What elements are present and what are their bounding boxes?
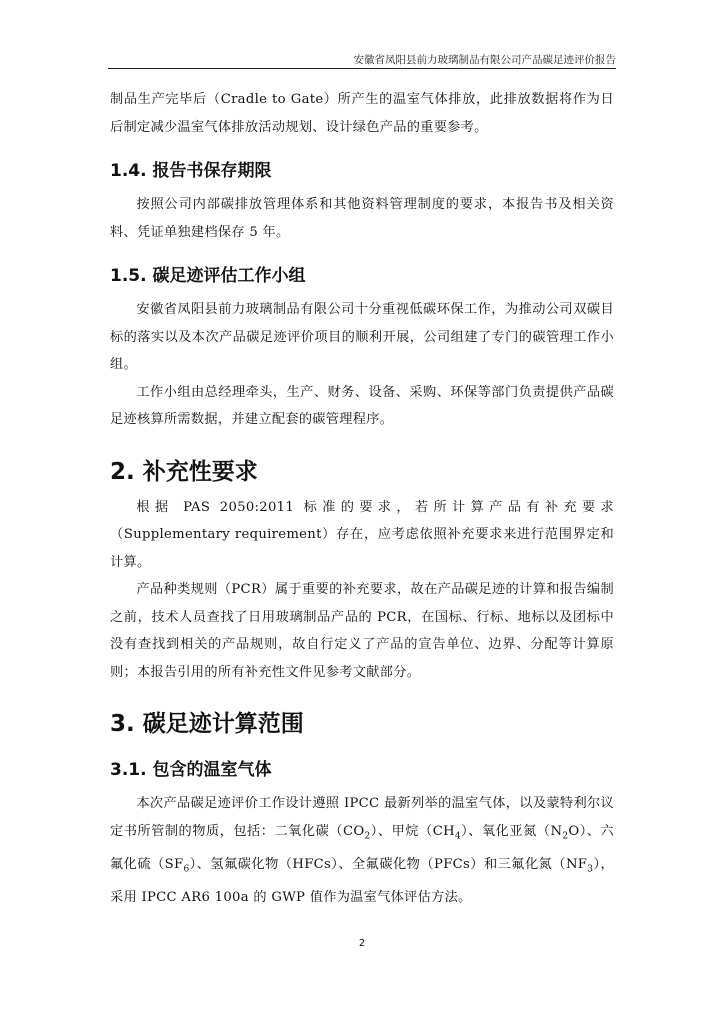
section-1-5-paragraph-2: 工作小组由总经理牵头，生产、财务、设备、采购、环保等部门负责提供产品碳足迹核算所需数据，并建立配套的碳管理程序。 (110, 384, 614, 427)
section-3-1-heading: 3.1. 包含的温室气体 (110, 760, 272, 780)
text-segment: ），采用 IPCC AR6 100a 的 GWP 值作为温室气体评估方法。 (110, 856, 614, 905)
section-1-4-paragraph: 按照公司内部碳排放管理体系和其他资料管理制度的要求，本报告书及相关资料、凭证单独建档保存 5 年。 (110, 197, 614, 240)
text-segment: ）、氧化亚氮（N (460, 823, 563, 839)
subscript: 4 (454, 831, 461, 842)
subscript: 2 (364, 831, 371, 842)
subscript: 2 (562, 831, 569, 842)
section-3-heading: 3. 碳足迹计算范围 (110, 711, 304, 737)
section-1-5-heading: 1.5. 碳足迹评估工作小组 (110, 266, 306, 286)
text-segment: 本次产品碳足迹评价工作设计遵照 IPCC 最新列举的温室气体，以及蒙特利尔议定书所管制的物质，包括：二氧化碳（CO (110, 796, 614, 839)
text-segment: ）、甲烷（CH (370, 823, 455, 839)
page-content (110, 86, 614, 911)
page-number: 2 (358, 938, 366, 949)
section-3-1-paragraph (110, 790, 614, 911)
text-segment: O）、六氟化硫（SF (110, 823, 614, 872)
section-2-paragraph-1: 根据 PAS 2050:2011 标准的要求，若所计算产品有补充要求（Supplementary requirement）存在，应考虑依照补充要求来进行范围界定和计算。 (110, 499, 614, 570)
section-1-4-heading: 1.4. 报告书保存期限 (110, 161, 272, 181)
page-header (108, 52, 616, 69)
subscript: 3 (587, 864, 594, 875)
header-title: 安徽省凤阳县前力玻璃制品有限公司产品碳足迹评价报告 (353, 54, 616, 66)
section-1-5-paragraph-1: 安徽省凤阳县前力玻璃制品有限公司十分重视低碳环保工作，为推动公司双碳目标的落实以及本次产品碳足迹评价项目的顺利开展，公司组建了专门的碳管理工作小组。 (110, 302, 614, 372)
text-segment: ）、氢氟碳化物（HFCs）、全氟碳化物（PFCs）和三氟化氮（NF (189, 856, 588, 872)
subscript: 6 (183, 864, 190, 875)
intro-paragraph: 制品生产完毕后（Cradle to Gate）所产生的温室气体排放，此排放数据将作为日后制定减少温室气体排放活动规划、设计绿色产品的重要参考。 (110, 92, 614, 135)
section-2-heading: 2. 补充性要求 (110, 458, 258, 485)
section-2-paragraph-2: 产品种类规则（PCR）属于重要的补充要求，故在产品碳足迹的计算和报告编制之前，技术人员查找了日用玻璃制品产品的 PCR，在国标、行标、地标以及团标中没有查找到相关的产品规则，故自行定义了产品的宣告单位、边界、分配等计算原则；本报告引用的所有补充性文件见参考文献部分。 (110, 582, 614, 680)
